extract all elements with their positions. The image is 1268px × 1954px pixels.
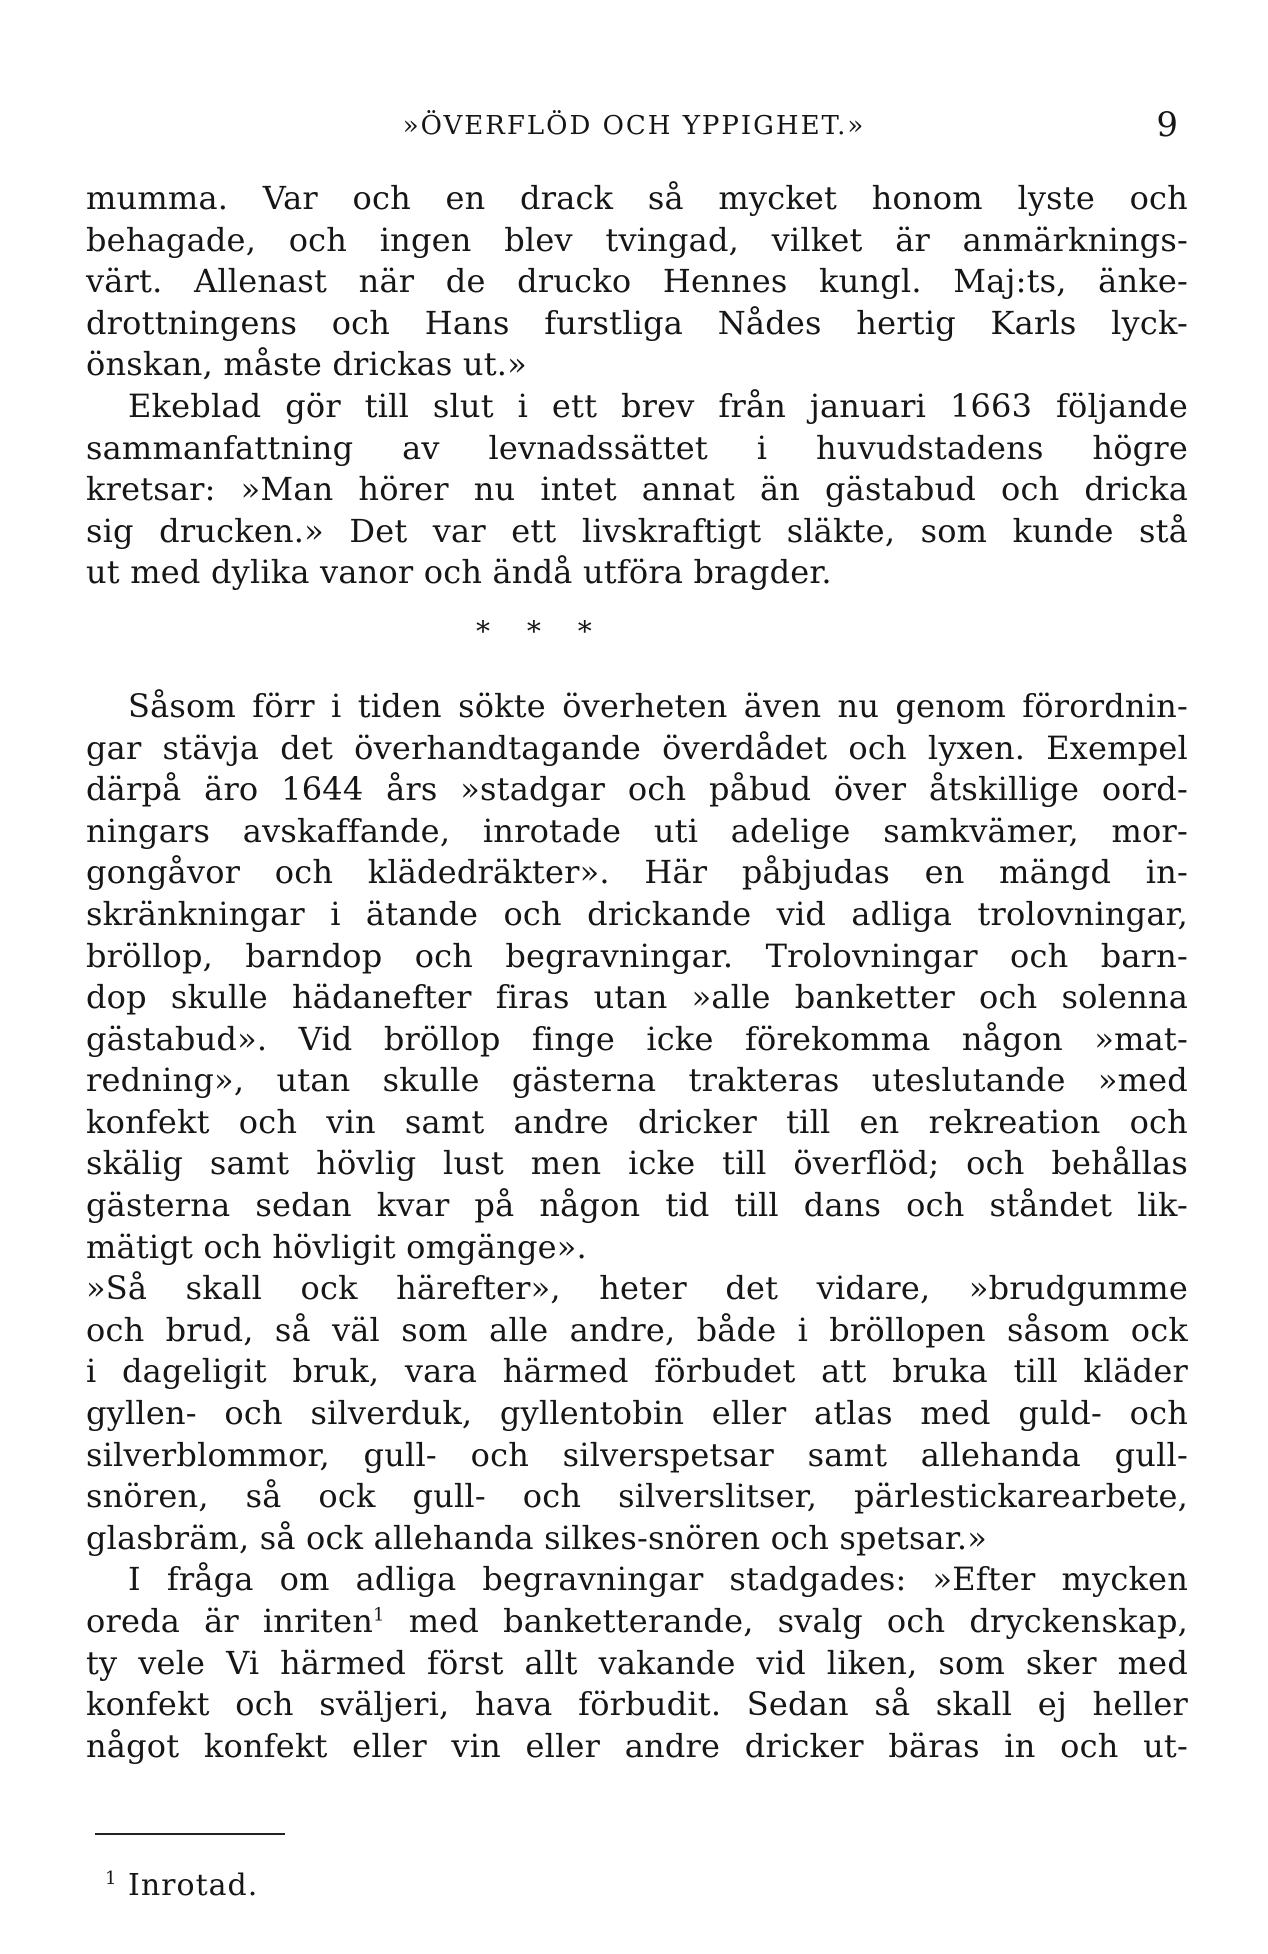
text-line: gästerna sedan kvar på någon tid till dans och ståndet lik-: [86, 1186, 1188, 1225]
text-line: i dageligit bruk, vara härmed förbudet att bruka till kläder: [86, 1352, 1188, 1391]
text-line: redning», utan skulle gästerna trakteras uteslutande »med: [86, 1061, 1188, 1100]
body-text: [86, 178, 1188, 1767]
text-line: skälig samt hövlig lust men icke till överflöd; och behållas: [86, 1144, 1188, 1183]
text-line: och brud, så väl som alle andre, både i bröllopen såsom ock: [86, 1310, 1188, 1349]
text-line: ty vele Vi härmed först allt vakande vid liken, som sker med: [86, 1643, 1188, 1682]
text-line: behagade, och ingen blev tvingad, vilket är anmärknings-: [86, 220, 1188, 259]
text-line: silverblommor, gull- och silverspetsar samt allehanda gull-: [86, 1435, 1188, 1474]
page-number: 9: [1156, 105, 1178, 145]
text-line: gyllen- och silverduk, gyllentobin eller atlas med guld- och: [86, 1394, 1188, 1433]
text-line: I fråga om adliga begravningar stadgades: »Efter mycken: [128, 1560, 1188, 1599]
text-segment: oreda är inriten: [86, 1602, 374, 1640]
text-line: gästabud». Vid bröllop finge icke förekomma någon »mat-: [86, 1019, 1188, 1058]
text-line: Ekeblad gör till slut i ett brev från januari 1663 följande: [128, 386, 1188, 425]
page-header: [0, 105, 1268, 145]
footnote-reference: 1: [373, 1604, 385, 1626]
text-line: ningars avskaffande, inrotade uti adelige samkvämer, mor-: [86, 811, 1188, 850]
text-line: skränkningar i ätande och drickande vid adliga trolovningar,: [86, 894, 1188, 933]
text-line: kretsar: »Man hörer nu intet annat än gästabud och dricka: [86, 470, 1188, 509]
text-line: »Så skall ock härefter», heter det vidare, »brudgumme: [86, 1269, 1188, 1308]
text-line: konfekt och vin samt andre dricker till en rekreation och: [86, 1102, 1188, 1141]
footnote-divider: [95, 1833, 285, 1835]
text-line: ut med dylika vanor och ändå utföra bragder.: [86, 553, 832, 592]
text-line: sammanfattning av levnadssättet i huvudstadens högre: [86, 428, 1188, 467]
text-line: glasbräm, så ock allehanda silkes-snören och spetsar.»: [86, 1518, 987, 1557]
footnote-marker: 1: [105, 1868, 118, 1889]
section-separator: [86, 594, 1188, 686]
text-line: gongåvor och klädedräkter». Här påbjudas en mängd in-: [86, 853, 1188, 892]
text-line: bröllop, barndop och begravningar. Trolovningar och barn-: [86, 936, 1188, 975]
text-line: dop skulle hädanefter firas utan »alle banketter och solenna: [86, 978, 1188, 1017]
text-line: önskan, måste drickas ut.»: [86, 345, 527, 384]
footnote: [105, 1868, 258, 1903]
text-line: mätigt och hövligit omgänge».: [86, 1227, 587, 1266]
text-line: snören, så ock gull- och silverslitser, pärlestickarearbete,: [86, 1477, 1188, 1516]
text-line-with-footnote: [86, 1601, 1188, 1643]
text-line: mumma. Var och en drack så mycket honom lyste och: [86, 179, 1188, 217]
text-line: något konfekt eller vin eller andre dricker bäras in och ut-: [86, 1726, 1188, 1765]
text-line: Såsom förr i tiden sökte överheten även nu genom förordnin-: [128, 686, 1188, 725]
text-line: konfekt och svälјeri, hava förbudit. Sedan så skall ej heller: [86, 1685, 1188, 1724]
text-segment: med banketterande, svalg och dryckenskap,: [384, 1602, 1189, 1640]
footnote-text: Inrotad.: [128, 1868, 259, 1903]
text-line: drottningens och Hans furstliga Nådes hertig Karls lyck-: [86, 303, 1188, 342]
text-line: sig drucken.» Det var ett livskraftigt släkte, som kunde stå: [86, 511, 1188, 550]
text-line: värt. Allenast när de drucko Hennes kungl. Maj:ts, änke-: [86, 262, 1188, 301]
running-head: »ÖVERFLÖD OCH YPPIGHET.»: [402, 111, 866, 141]
text-line: därpå äro 1644 års »stadgar och påbud över åtskillige oord-: [86, 770, 1188, 809]
text-line: gar stävja det överhandtagande överdådet och lyxen. Exempel: [86, 728, 1188, 767]
asterisks: * * *: [476, 614, 606, 648]
